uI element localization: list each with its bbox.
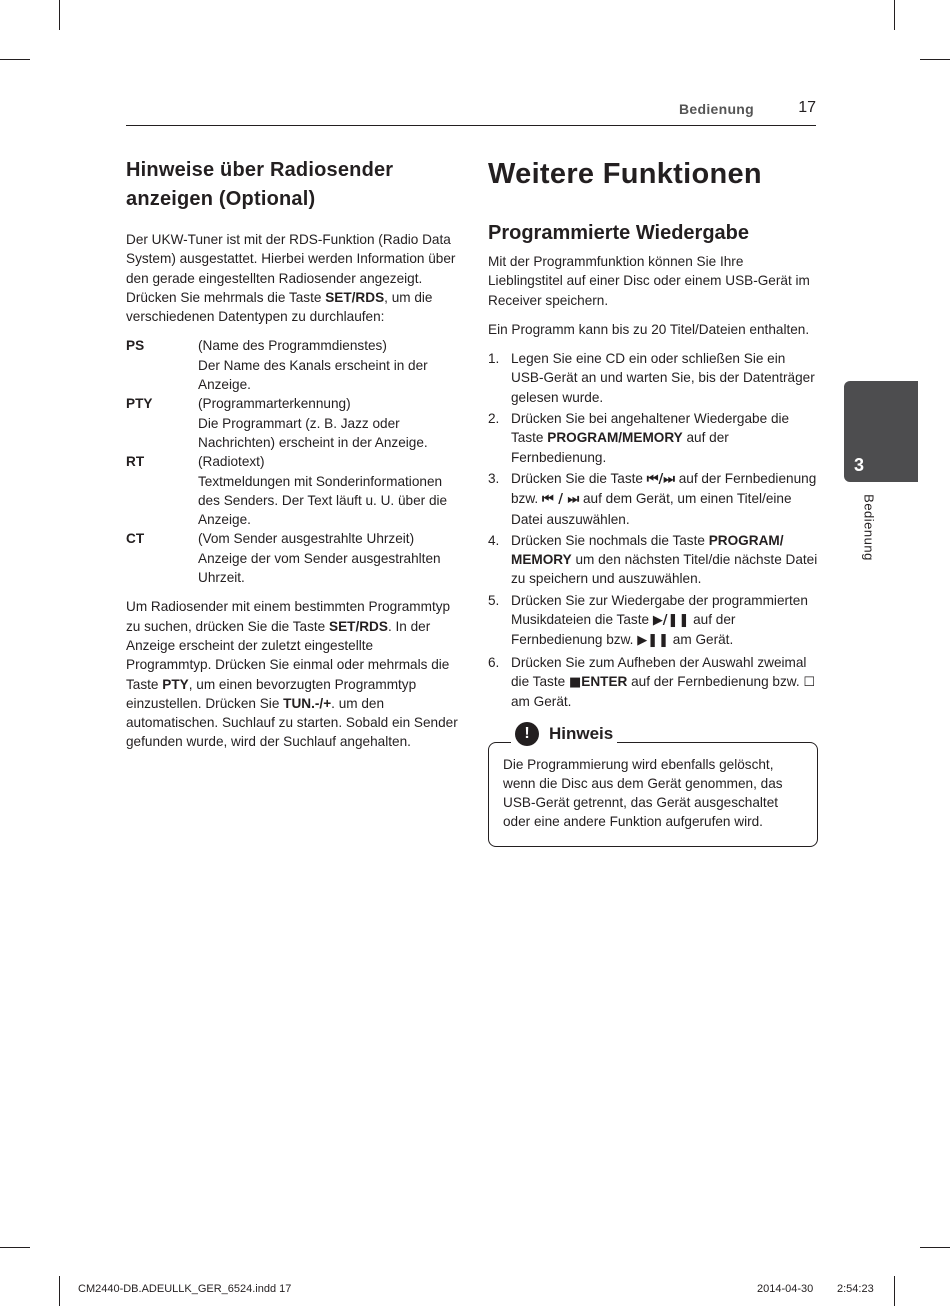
text-run: auf der Fernbedienung bzw. [511, 612, 736, 648]
step-item [488, 591, 818, 651]
step-text [511, 469, 818, 529]
note-header [511, 721, 617, 747]
chapter-label: Bedienung [861, 494, 877, 561]
text-run: . um den automatischen. Suchlauf zu starten. Sobald ein Sender gefunden wurde, wird der Suchlauf angehalten. [126, 695, 458, 750]
definition-row [126, 336, 458, 394]
step-text [511, 409, 818, 467]
key-label: PROGRAM/MEMORY [547, 430, 683, 446]
text-run: Der UKW-Tuner ist mit der RDS-Funktion (Radio Data System) ausgestattet. Hierbei werden Information über den gerade eingestellten Radiosender angezeigt. Drücken Sie mehrmals die Taste [126, 232, 456, 305]
warning-icon: ! [515, 722, 539, 746]
definition-line: (Programmarterkennung) [198, 396, 351, 412]
key-label: ENTER [581, 673, 628, 689]
button-symbol-icon: ▶/❚❚ [652, 613, 690, 629]
step-text [511, 653, 818, 712]
chapter-number: 3 [854, 455, 865, 475]
text-run: auf der Fernbedienung. [511, 430, 729, 465]
program-intro: Mit der Programmfunktion können Sie Ihre Lieblingstitel auf einer Disc oder einem USB-Gerät im Receiver speichern. [488, 254, 810, 308]
step-number: 1. [488, 351, 500, 367]
step-number: 5. [488, 592, 500, 608]
definition-line: (Name des Programmdienstes) [198, 338, 387, 354]
definition-term: PTY [126, 396, 153, 412]
note-box [488, 723, 818, 847]
step-item [488, 653, 818, 712]
rds-definition-list [126, 336, 458, 587]
step-text [511, 591, 818, 651]
button-symbol-icon: ⏮ / ⏭ [541, 492, 580, 508]
key-label: TUN.-/+ [283, 695, 332, 711]
button-symbol-icon: ▶❚❚ [637, 633, 670, 649]
step-number: 4. [488, 532, 500, 548]
definition-description [198, 336, 458, 394]
right-column [488, 156, 818, 847]
step-item [488, 409, 818, 467]
footer-filename: CM2440-DB.ADEULLK_GER_6524.indd 17 [78, 1283, 292, 1295]
footer-date: 2014-04-30 [757, 1283, 814, 1295]
footer-time: 2:54:23 [837, 1283, 874, 1295]
left-column [126, 156, 458, 762]
program-capacity: Ein Programm kann bis zu 20 Titel/Dateien enthalten. [488, 321, 810, 337]
step-item [488, 531, 818, 589]
button-symbol-icon: ⏮/⏭ [646, 471, 675, 487]
definition-line: Der Name des Kanals erscheint in der Anzeige. [198, 357, 428, 393]
note-label: Hinweis [549, 723, 614, 743]
definition-description [198, 452, 458, 529]
crop-mark [894, 1276, 895, 1306]
step-text [511, 531, 818, 589]
definition-line: Die Programmart (z. B. Jazz oder Nachrichten) erscheint in der Anzeige. [198, 415, 428, 450]
crop-mark [0, 1247, 30, 1248]
text-run: auf dem Gerät, um einen Titel/eine Datei auszuwählen. [511, 491, 792, 527]
definition-line: Anzeige der vom Sender ausgestrahlten Uhrzeit. [198, 550, 441, 586]
step-number: 3. [488, 470, 500, 486]
crop-mark [894, 0, 895, 30]
text-run: am Gerät. [511, 694, 572, 710]
text-run: . In der Anzeige erscheint der zuletzt eingestellte Programmtyp. Drücken Sie einmal oder mehrmals die Taste [126, 618, 450, 692]
button-symbol-icon: ☐ [803, 674, 816, 690]
step-number: 2. [488, 411, 500, 427]
program-steps [488, 349, 818, 711]
text-run: Drücken Sie zum Aufheben der Auswahl zweimal die Taste [511, 654, 807, 689]
definition-description [198, 394, 458, 452]
text-run: Drücken Sie bei angehaltener Wiedergabe die Taste [511, 411, 790, 446]
rds-heading: Hinweise über Radiosender anzeigen (Optional) [126, 159, 394, 210]
text-run: Drücken Sie nochmals die Taste [511, 532, 709, 548]
definition-line: Textmeldungen mit Sonderinformationen des Senders. Der Text läuft u. U. über die Anzeige. [198, 473, 448, 528]
text-run: , um die verschiedenen Datentypen zu durchlaufen: [126, 289, 433, 325]
text-run: am Gerät. [669, 632, 734, 648]
rds-intro [126, 230, 458, 326]
definition-row [126, 529, 458, 587]
text-run: auf der Fernbedienung bzw. [511, 470, 817, 507]
note-text: Die Programmierung wird ebenfalls gelöscht, wenn die Disc aus dem Gerät genommen, das USB-Gerät getrennt, das Gerät ausgeschaltet oder eine andere Funktion aufgerufen wird. [503, 756, 783, 830]
step-item [488, 469, 818, 529]
text-run: , um einen bevorzugten Programmtyp einzustellen. Drücken Sie [126, 676, 417, 711]
step-number: 6. [488, 654, 500, 670]
page-number: 17 [798, 99, 816, 116]
text-run: auf der Fernbedienung bzw. [627, 673, 804, 689]
key-label: PROGRAM/ MEMORY [511, 532, 784, 568]
crop-mark [920, 59, 950, 60]
definition-line: (Vom Sender ausgestrahlte Uhrzeit) [198, 531, 415, 547]
page-title: Weitere Funktionen [488, 158, 762, 190]
definition-description [198, 529, 458, 587]
running-header [126, 101, 816, 126]
crop-mark [920, 1247, 950, 1248]
key-label: SET/RDS [329, 618, 388, 634]
program-heading: Programmierte Wiedergabe [488, 222, 750, 244]
button-symbol-icon: ■ [568, 674, 582, 690]
text-run: um den nächsten Titel/die nächste Datei zu speichern und auszuwählen. [511, 552, 818, 587]
definition-row [126, 452, 458, 529]
text-run: Um Radiosender mit einem bestimmten Programmtyp zu suchen, drücken Sie die Taste [126, 599, 451, 634]
section-title: Bedienung [678, 101, 754, 117]
definition-line: (Radiotext) [198, 454, 265, 470]
crop-mark [59, 1276, 60, 1306]
definition-term: RT [126, 454, 145, 470]
crop-mark [59, 0, 60, 30]
crop-mark [0, 59, 30, 60]
definition-row [126, 394, 458, 452]
step-item [488, 349, 818, 407]
definition-term: CT [126, 531, 145, 547]
step-text [511, 349, 818, 407]
key-label: PTY [162, 676, 189, 692]
rds-outro [126, 597, 458, 751]
key-label: SET/RDS [325, 289, 385, 305]
text-run: Legen Sie eine CD ein oder schließen Sie ein USB-Gerät an und warten Sie, bis der Datenträger gelesen wurde. [511, 351, 815, 405]
text-run: Drücken Sie die Taste [511, 470, 647, 486]
text-run: Drücken Sie zur Wiedergabe der programmierten Musikdateien die Taste [511, 592, 808, 628]
definition-term: PS [126, 338, 145, 354]
